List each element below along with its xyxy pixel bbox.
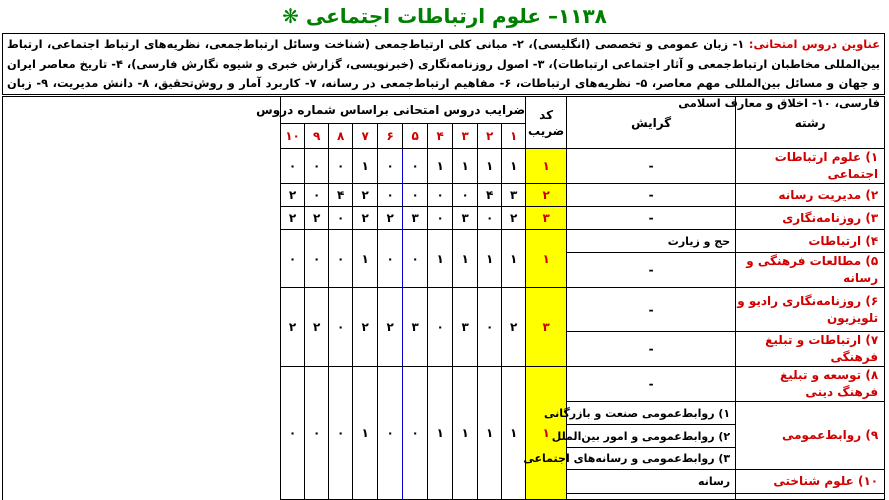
empty-cell <box>3 184 281 207</box>
coef-6: ۲ <box>378 288 403 367</box>
coef-7: ۲ <box>353 207 378 230</box>
coef-3: ۱ <box>453 367 478 500</box>
table-row <box>3 230 885 253</box>
trend: - <box>567 184 736 207</box>
coef-1: ۱ <box>502 367 526 500</box>
coef-9: ۰ <box>305 184 329 207</box>
coef-1: ۱ <box>502 149 526 184</box>
coef-10: ۲ <box>281 288 305 367</box>
coef-1: ۱ <box>502 230 526 288</box>
course-num-5: ۵ <box>403 124 428 149</box>
trend: ۱) روابط‌عمومی صنعت و بازرگانی <box>567 402 736 425</box>
coef-9: ۲ <box>305 288 329 367</box>
code-header-line2: ضریب <box>528 123 565 138</box>
major-name: ۸) توسعه و تبلیغ فرهنگ دینی <box>736 367 885 402</box>
table-row <box>3 149 885 184</box>
course-num-3: ۳ <box>453 124 478 149</box>
empty-cell <box>3 97 281 124</box>
coef-6: ۰ <box>378 149 403 184</box>
trend: - <box>567 288 736 332</box>
empty-cell <box>3 230 281 288</box>
coefficients-header: ضرایب دروس امتحانی براساس شماره دروس <box>281 97 526 124</box>
coef-5: ۰ <box>403 367 428 500</box>
trend: ۲) روابط‌عمومی و امور بین‌الملل <box>567 425 736 448</box>
page-title: ۱۱۳۸– علوم ارتباطات اجتماعی ❋ <box>282 4 607 28</box>
empty-cell <box>3 149 281 184</box>
coef-9: ۲ <box>305 207 329 230</box>
coef-7: ۱ <box>353 230 378 288</box>
coef-6: ۰ <box>378 367 403 500</box>
coef-6: ۰ <box>378 184 403 207</box>
coef-2: ۱ <box>478 149 502 184</box>
group-code: ۳ <box>526 207 567 230</box>
coef-4: ۱ <box>428 149 453 184</box>
empty-cell <box>736 494 885 500</box>
group-code: ۲ <box>526 184 567 207</box>
coef-9: ۰ <box>305 367 329 500</box>
trend: - <box>567 332 736 367</box>
coef-9: ۰ <box>305 149 329 184</box>
empty-cell <box>3 124 281 149</box>
coef-8: ۰ <box>329 207 353 230</box>
coef-4: ۱ <box>428 230 453 288</box>
coef-2: ۱ <box>478 367 502 500</box>
coef-5: ۰ <box>403 184 428 207</box>
coef-2: ۱ <box>478 230 502 288</box>
coef-10: ۲ <box>281 207 305 230</box>
coef-6: ۲ <box>378 207 403 230</box>
major-name: ۳) روزنامه‌نگاری <box>736 207 885 230</box>
coef-2: ۰ <box>478 207 502 230</box>
coef-9: ۰ <box>305 230 329 288</box>
coef-8: ۰ <box>329 230 353 288</box>
code-header-line1: کد <box>539 107 554 122</box>
coef-1: ۲ <box>502 288 526 367</box>
major-name: ۱) علوم ارتباطات اجتماعی <box>736 149 885 184</box>
course-num-10: ۱۰ <box>281 124 305 149</box>
trend: ۳) روابط‌عمومی و رسانه‌های اجتماعی <box>567 448 736 470</box>
table-row <box>3 367 885 402</box>
coef-2: ۴ <box>478 184 502 207</box>
coef-7: ۲ <box>353 184 378 207</box>
coef-7: ۲ <box>353 288 378 367</box>
course-num-7: ۷ <box>353 124 378 149</box>
coef-3: ۰ <box>453 184 478 207</box>
course-num-8: ۸ <box>329 124 353 149</box>
trend: - <box>567 149 736 184</box>
coef-7: ۱ <box>353 367 378 500</box>
empty-cell <box>567 494 736 500</box>
coef-7: ۱ <box>353 149 378 184</box>
coef-10: ۰ <box>281 230 305 288</box>
major-name: ۵) مطالعات فرهنگی و رسانه <box>736 253 885 288</box>
major-name: ۹) روابط‌عمومی <box>736 402 885 470</box>
exam-subjects-label: عناوین دروس امتحانی: <box>748 37 880 51</box>
trend: رسانه <box>567 470 736 494</box>
coef-8: ۴ <box>329 184 353 207</box>
coef-8: ۰ <box>329 149 353 184</box>
course-num-1: ۱ <box>502 124 526 149</box>
coef-1: ۲ <box>502 207 526 230</box>
trend: حج و زیارت <box>567 230 736 253</box>
empty-cell <box>3 207 281 230</box>
coef-1: ۳ <box>502 184 526 207</box>
coef-3: ۳ <box>453 207 478 230</box>
group-code: ۱ <box>526 367 567 500</box>
coef-3: ۱ <box>453 149 478 184</box>
coef-4: ۱ <box>428 367 453 500</box>
coef-10: ۲ <box>281 184 305 207</box>
group-code: ۱ <box>526 149 567 184</box>
major-name: ۲) مدیریت رسانه <box>736 184 885 207</box>
group-code: ۳ <box>526 288 567 367</box>
coef-5: ۰ <box>403 149 428 184</box>
major-name: ۶) روزنامه‌نگاری رادیو و تلویزیون <box>736 288 885 332</box>
major-header: رشته <box>736 97 885 149</box>
table-row <box>3 184 885 207</box>
code-header <box>526 97 567 149</box>
coef-5: ۰ <box>403 230 428 288</box>
coef-4: ۰ <box>428 207 453 230</box>
trend: - <box>567 367 736 402</box>
coef-4: ۰ <box>428 184 453 207</box>
major-name: ۱۰) علوم شناختی <box>736 470 885 494</box>
empty-cell <box>3 367 281 500</box>
course-num-6: ۶ <box>378 124 403 149</box>
coef-4: ۰ <box>428 288 453 367</box>
major-name: ۴) ارتباطات <box>736 230 885 253</box>
table-row <box>3 207 885 230</box>
coef-2: ۰ <box>478 288 502 367</box>
major-name: ۷) ارتباطات و تبلیغ فرهنگی <box>736 332 885 367</box>
coef-8: ۰ <box>329 367 353 500</box>
trend: - <box>567 207 736 230</box>
coef-10: ۰ <box>281 149 305 184</box>
coef-10: ۰ <box>281 367 305 500</box>
course-num-4: ۴ <box>428 124 453 149</box>
trend: - <box>567 253 736 288</box>
coefficients-table <box>2 96 885 500</box>
course-num-9: ۹ <box>305 124 329 149</box>
course-num-2: ۲ <box>478 124 502 149</box>
empty-cell <box>3 288 281 367</box>
group-code: ۱ <box>526 230 567 288</box>
coef-5: ۳ <box>403 207 428 230</box>
coef-8: ۰ <box>329 288 353 367</box>
coef-3: ۳ <box>453 288 478 367</box>
trend-header: گرایش <box>567 97 736 149</box>
exam-subjects-text: ۱- زبان عمومی و تخصصی (انگلیسی)، ۲- مبانی کلی ارتباط‌جمعی (شناخت وسائل ارتباط‌جمعی، نظریه‌های ارتباط اجتماعی، ارتباط بین‌المللی مخاطبان ارتباط‌جمعی و آثار اجتماعی ارتباطات)، ۳- اصول روزنامه‌نگاری (خبرنویسی، گزارش خبری و شیوه نگارش فارسی)، ۴- تاریخ معاصر ایران و جهان و مسائل بین‌المللی مهم معاصر، ۵- نظریه‌های ارتباطات، ۶- مفاهیم ارتباط‌جمعی در رسانه، ۷- کاربرد آمار و روش‌تحقیق، ۸- دانش مدیریت، ۹- زبان فارسی، ۱۰- اخلاق و معارف اسلامی <box>7 37 880 110</box>
coef-6: ۰ <box>378 230 403 288</box>
table-row <box>3 288 885 332</box>
coef-5: ۳ <box>403 288 428 367</box>
coef-3: ۱ <box>453 230 478 288</box>
